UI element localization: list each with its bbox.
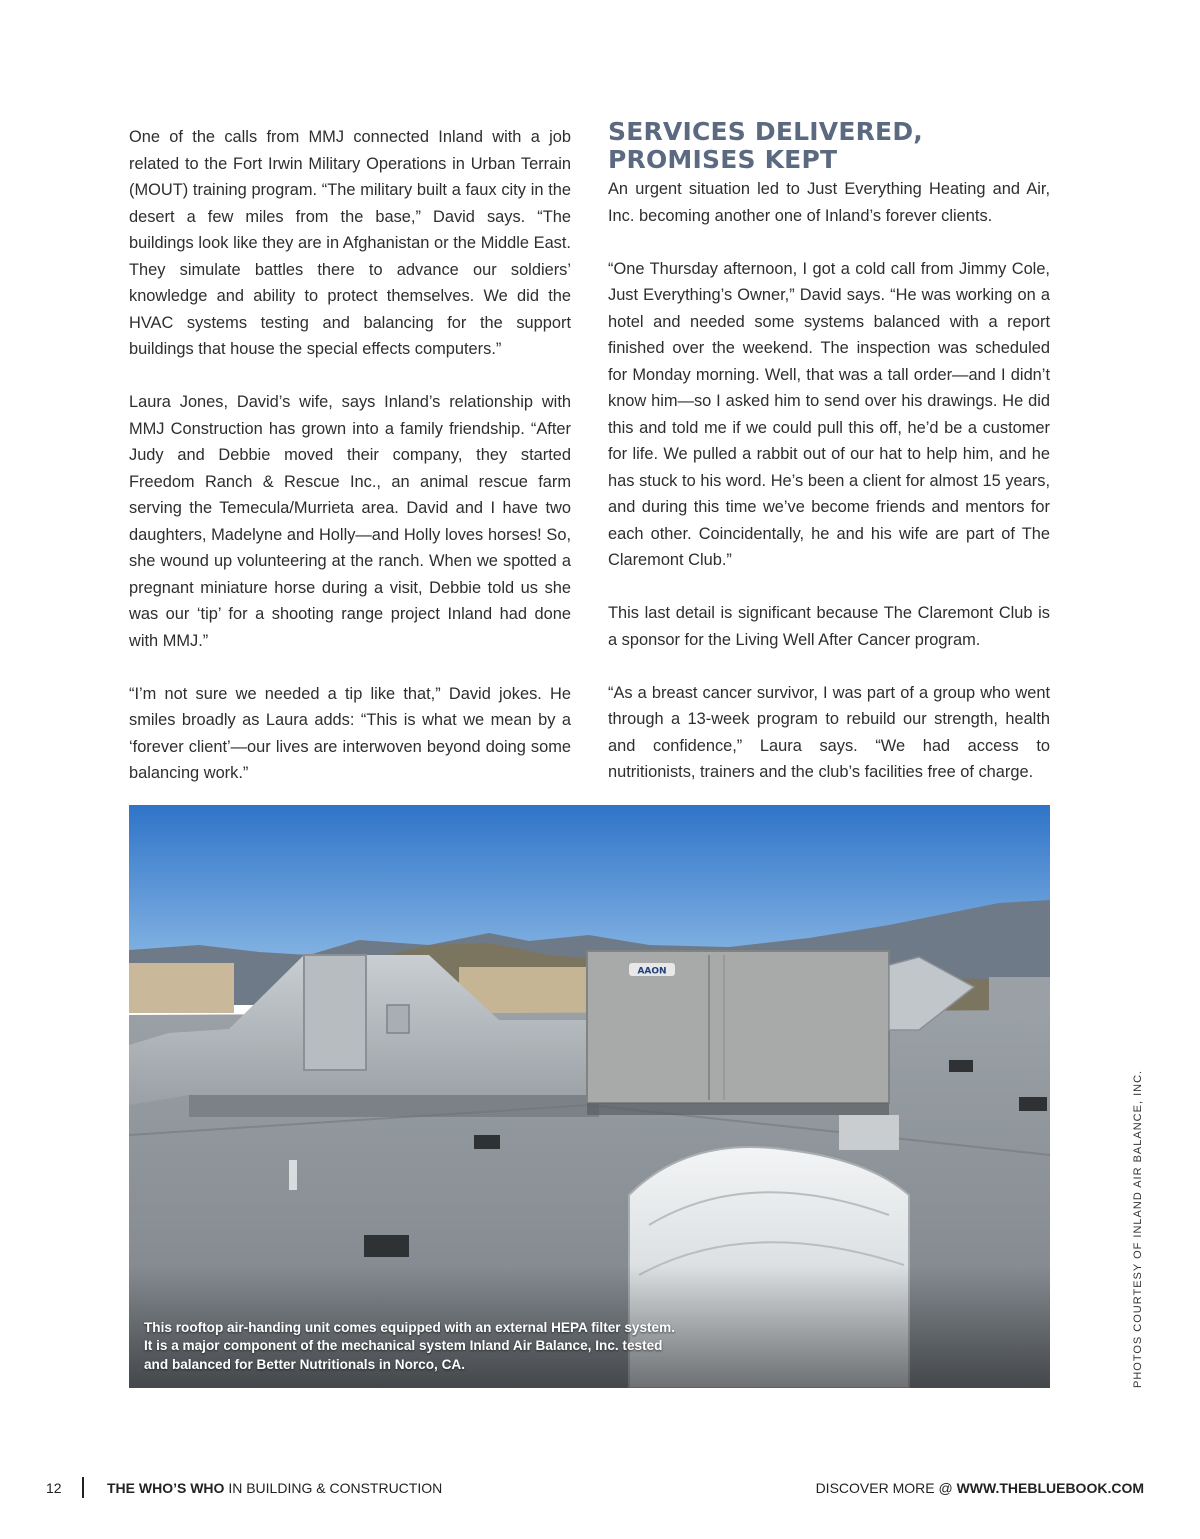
caption-line-2: It is a major component of the mechanical system Inland Air Balance, Inc. tested <box>144 1338 663 1353</box>
website-link[interactable]: WWW.THEBLUEBOOK.COM <box>956 1480 1144 1496</box>
duct-access-panel <box>304 955 366 1070</box>
discover-prefix: DISCOVER MORE @ <box>815 1480 957 1496</box>
photo-credit: PHOTOS COURTESY OF INLAND AIR BALANCE, INC. <box>1132 1069 1144 1388</box>
rooftop-hvac-illustration <box>129 805 1050 1388</box>
caption-line-3: and balanced for Better Nutritionals in Norco, CA. <box>144 1356 465 1372</box>
left-paragraph-3: “I’m not sure we needed a tip like that,” David jokes. He smiles broadly as Laura adds: “This is what we mean by a ‘forever client’—our lives are interwoven beyond doing some balancing work.” <box>129 684 571 782</box>
section-heading-line-1: SERVICES DELIVERED, <box>608 117 923 146</box>
footer-divider <box>82 1477 84 1498</box>
publication-name-rest: IN BUILDING & CONSTRUCTION <box>224 1480 443 1496</box>
rooftop-hvac-photo <box>129 805 1050 1388</box>
roof-support-block-1 <box>364 1235 409 1257</box>
unit-brand-label: AAON <box>637 966 667 977</box>
right-paragraph-2: “One Thursday afternoon, I got a cold call from Jimmy Cole, Just Everything’s Owner,” David says. “He was working on a hotel and needed some systems balanced with a report finished over the weekend. The inspection was scheduled for Monday morning. Well, that was a tall order—and I didn’t know him—so I asked him to send over his drawings. He did this and told me if we could pull this off, he’d be a customer for life. We pulled a rabbit out of our hat to help him, and he has stuck to his word. He’s been a client for almost 15 years, and during this time we’ve become friends and mentors for each other. Coincidentally, he and his wife are part of The Claremont Club.” <box>608 259 1050 569</box>
left-article-column <box>129 124 571 787</box>
right-paragraph-3: This last detail is significant because The Claremont Club is a sponsor for the Living Well After Cancer program. <box>608 604 1050 649</box>
discover-more <box>816 1480 1144 1496</box>
right-paragraph-4: “As a breast cancer survivor, I was part of a group who went through a 13-week program to rebuild our strength, health and confidence,” Laura says. “We had access to nutritionists, trainers and the club’s facilities free of charge. <box>608 683 1050 781</box>
right-article-column <box>608 118 1050 786</box>
section-heading-line-2: PROMISES KEPT <box>608 145 838 174</box>
right-paragraph-1: An urgent situation led to Just Everything Heating and Air, Inc. becoming another one of Inland’s forever clients. <box>608 180 1050 225</box>
photo-caption <box>144 1319 734 1375</box>
section-heading <box>608 118 1050 174</box>
caption-line-1: This rooftop air-handing unit comes equipped with an external HEPA filter system. <box>144 1319 675 1335</box>
page-number: 12 <box>46 1480 62 1496</box>
bg-building-1 <box>129 963 234 1013</box>
left-paragraph-2: Laura Jones, David’s wife, says Inland’s relationship with MMJ Construction has grown into a family friendship. “After Judy and Debbie moved their company, they started Freedom Ranch & Rescue Inc., an animal rescue farm serving the Temecula/Murrieta area. David and I have two daughters, Madelyne and Holly—and Holly loves horses! So, she wound up volunteering at the ranch. When we spotted a pregnant miniature horse during a visit, Debbie told us she was our ‘tip’ for a shooting range project Inland had done with MMJ.” <box>129 393 571 650</box>
publication-name-bold: THE WHO’S WHO <box>107 1480 225 1496</box>
left-paragraph-1: One of the calls from MMJ connected Inland with a job related to the Fort Irwin Military Operations in Urban Terrain (MOUT) training program. “The military built a faux city in the desert a few miles from the base,” David says. “The buildings look like they are in Afghanistan or the Middle East. They simulate battles there to advance our soldiers’ knowledge and ability to protect themselves. We did the HVAC systems testing and balancing for the support buildings that house the special effects computers.” <box>129 128 571 358</box>
publication-name <box>107 1480 442 1496</box>
page-footer <box>0 1477 1200 1499</box>
